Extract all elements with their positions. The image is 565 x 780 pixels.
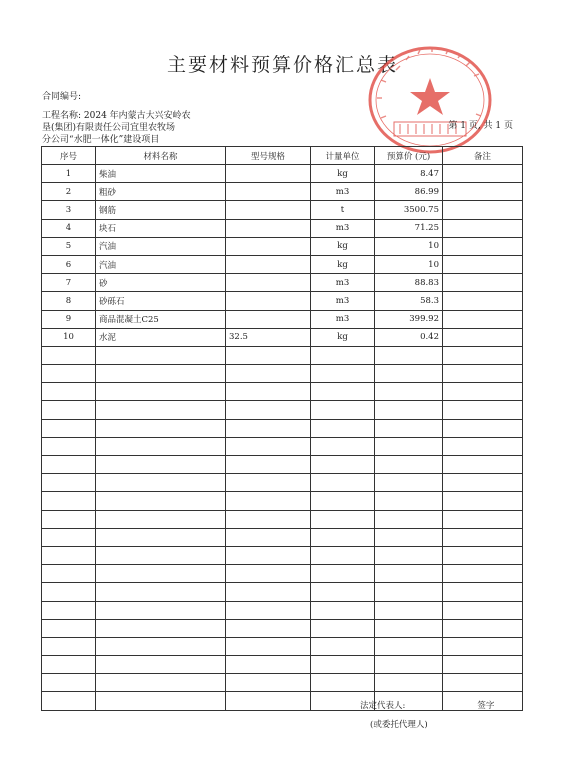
material-name-cell: 块石 <box>96 219 226 237</box>
legal-representative-line <box>360 699 494 711</box>
empty-cell <box>42 637 96 655</box>
empty-cell <box>226 346 311 364</box>
table-row-empty <box>42 346 523 364</box>
material-name-cell: 砂砾石 <box>96 292 226 310</box>
empty-cell <box>375 437 443 455</box>
empty-cell <box>96 674 226 692</box>
empty-cell <box>443 565 523 583</box>
material-name-cell: 汽油 <box>96 255 226 273</box>
spec-cell <box>226 165 311 183</box>
material-name-cell: 汽油 <box>96 237 226 255</box>
empty-cell <box>42 492 96 510</box>
budget-price-cell: 58.3 <box>375 292 443 310</box>
signature-line <box>407 710 475 711</box>
empty-cell <box>375 583 443 601</box>
table-row-empty <box>42 637 523 655</box>
empty-cell <box>375 474 443 492</box>
budget-price-cell: 8.47 <box>375 165 443 183</box>
note-cell <box>443 310 523 328</box>
material-name-cell: 水泥 <box>96 328 226 346</box>
empty-cell <box>443 546 523 564</box>
table-row-empty <box>42 601 523 619</box>
spec-cell: 32.5 <box>226 328 311 346</box>
empty-cell <box>311 474 375 492</box>
table-row-empty <box>42 437 523 455</box>
sign-label: 签字 <box>477 701 495 711</box>
empty-cell <box>375 346 443 364</box>
empty-cell <box>443 601 523 619</box>
empty-cell <box>226 474 311 492</box>
empty-cell <box>96 601 226 619</box>
empty-cell <box>311 401 375 419</box>
table-row-empty <box>42 419 523 437</box>
table-row-empty <box>42 583 523 601</box>
spec-cell <box>226 201 311 219</box>
empty-cell <box>311 510 375 528</box>
unit-cell: kg <box>311 165 375 183</box>
empty-cell <box>375 565 443 583</box>
empty-cell <box>96 619 226 637</box>
table-row-empty <box>42 656 523 674</box>
empty-cell <box>42 456 96 474</box>
budget-price-cell: 0.42 <box>375 328 443 346</box>
empty-cell <box>311 419 375 437</box>
empty-cell <box>96 528 226 546</box>
empty-cell <box>96 546 226 564</box>
empty-cell <box>443 419 523 437</box>
empty-cell <box>443 456 523 474</box>
empty-cell <box>375 510 443 528</box>
empty-cell <box>443 401 523 419</box>
empty-cell <box>96 365 226 383</box>
empty-cell <box>42 692 96 710</box>
empty-cell <box>226 601 311 619</box>
empty-cell <box>443 510 523 528</box>
spec-cell <box>226 274 311 292</box>
empty-cell <box>42 346 96 364</box>
empty-cell <box>96 437 226 455</box>
table-row-empty <box>42 474 523 492</box>
empty-cell <box>42 510 96 528</box>
unit-cell: m3 <box>311 292 375 310</box>
table-body <box>42 165 523 711</box>
empty-cell <box>42 583 96 601</box>
empty-cell <box>375 546 443 564</box>
empty-cell <box>311 346 375 364</box>
empty-cell <box>42 565 96 583</box>
table-row <box>42 292 523 310</box>
empty-cell <box>375 619 443 637</box>
empty-cell <box>375 401 443 419</box>
empty-cell <box>96 401 226 419</box>
table-row <box>42 219 523 237</box>
empty-cell <box>42 656 96 674</box>
legal-rep-label: 法定代表人: <box>360 701 406 711</box>
empty-cell <box>443 346 523 364</box>
note-cell <box>443 292 523 310</box>
table-row-empty <box>42 492 523 510</box>
table-row-empty <box>42 383 523 401</box>
row-no-cell: 8 <box>42 292 96 310</box>
empty-cell <box>311 456 375 474</box>
material-name-cell: 钢筋 <box>96 201 226 219</box>
empty-cell <box>96 456 226 474</box>
materials-price-table <box>41 146 523 711</box>
empty-cell <box>311 492 375 510</box>
unit-cell: kg <box>311 237 375 255</box>
empty-cell <box>226 546 311 564</box>
empty-cell <box>42 546 96 564</box>
table-row <box>42 255 523 273</box>
empty-cell <box>443 383 523 401</box>
col-header-spec: 型号规格 <box>226 147 311 165</box>
row-no-cell: 2 <box>42 183 96 201</box>
table-row-empty <box>42 510 523 528</box>
note-cell <box>443 183 523 201</box>
empty-cell <box>226 456 311 474</box>
spec-cell <box>226 292 311 310</box>
empty-cell <box>311 619 375 637</box>
contract-number-label: 合同编号: <box>42 92 82 102</box>
company-seal-stamp <box>366 44 494 156</box>
empty-cell <box>226 565 311 583</box>
spec-cell <box>226 255 311 273</box>
empty-cell <box>96 637 226 655</box>
table-row-empty <box>42 674 523 692</box>
empty-cell <box>42 365 96 383</box>
empty-cell <box>375 656 443 674</box>
table-row-empty <box>42 565 523 583</box>
material-name-cell: 粗砂 <box>96 183 226 201</box>
spec-cell <box>226 310 311 328</box>
empty-cell <box>311 565 375 583</box>
empty-cell <box>311 656 375 674</box>
entrusted-agent-label: (或委托代理人) <box>370 720 428 730</box>
empty-cell <box>443 474 523 492</box>
table-row-empty <box>42 401 523 419</box>
empty-cell <box>311 528 375 546</box>
empty-cell <box>42 674 96 692</box>
empty-cell <box>311 365 375 383</box>
table-row-empty <box>42 619 523 637</box>
seal-star-icon <box>410 78 450 115</box>
document-title: 主要材料预算价格汇总表 <box>166 54 398 76</box>
unit-cell: m3 <box>311 219 375 237</box>
col-header-note: 备注 <box>443 147 523 165</box>
empty-cell <box>375 528 443 546</box>
empty-cell <box>96 565 226 583</box>
empty-cell <box>226 401 311 419</box>
spec-cell <box>226 183 311 201</box>
spec-cell <box>226 237 311 255</box>
table-row-empty <box>42 546 523 564</box>
empty-cell <box>96 492 226 510</box>
table-row <box>42 274 523 292</box>
empty-cell <box>226 383 311 401</box>
unit-cell: kg <box>311 328 375 346</box>
empty-cell <box>96 419 226 437</box>
empty-cell <box>443 674 523 692</box>
page-info: 第 1 页, 共 1 页 <box>448 121 513 131</box>
empty-cell <box>443 656 523 674</box>
table-row-empty <box>42 365 523 383</box>
empty-cell <box>443 365 523 383</box>
empty-cell <box>96 474 226 492</box>
unit-cell: kg <box>311 255 375 273</box>
empty-cell <box>375 456 443 474</box>
empty-cell <box>443 637 523 655</box>
empty-cell <box>375 419 443 437</box>
empty-cell <box>375 674 443 692</box>
empty-cell <box>311 546 375 564</box>
empty-cell <box>311 583 375 601</box>
budget-price-cell: 86.99 <box>375 183 443 201</box>
note-cell <box>443 165 523 183</box>
empty-cell <box>311 637 375 655</box>
unit-cell: m3 <box>311 183 375 201</box>
material-name-cell: 砂 <box>96 274 226 292</box>
empty-cell <box>42 528 96 546</box>
empty-cell <box>42 619 96 637</box>
empty-cell <box>42 401 96 419</box>
empty-cell <box>311 383 375 401</box>
table-row-empty <box>42 456 523 474</box>
row-no-cell: 1 <box>42 165 96 183</box>
project-name <box>42 110 302 146</box>
empty-cell <box>226 365 311 383</box>
empty-cell <box>226 583 311 601</box>
table-row <box>42 237 523 255</box>
table-row <box>42 183 523 201</box>
table-row <box>42 201 523 219</box>
empty-cell <box>226 674 311 692</box>
empty-cell <box>42 419 96 437</box>
empty-cell <box>226 619 311 637</box>
empty-cell <box>311 674 375 692</box>
note-cell <box>443 201 523 219</box>
col-header-price: 预算价 (元) <box>375 147 443 165</box>
empty-cell <box>375 365 443 383</box>
empty-cell <box>375 492 443 510</box>
col-header-name: 材料名称 <box>96 147 226 165</box>
material-name-cell: 柴油 <box>96 165 226 183</box>
row-no-cell: 10 <box>42 328 96 346</box>
budget-price-cell: 10 <box>375 237 443 255</box>
empty-cell <box>226 692 311 710</box>
budget-price-cell: 399.92 <box>375 310 443 328</box>
empty-cell <box>375 601 443 619</box>
note-cell <box>443 219 523 237</box>
empty-cell <box>375 637 443 655</box>
col-header-unit: 计量单位 <box>311 147 375 165</box>
budget-price-cell: 88.83 <box>375 274 443 292</box>
table-row <box>42 165 523 183</box>
empty-cell <box>96 510 226 528</box>
project-name-line: 分公司“水肥一体化”建设项目 <box>42 135 160 145</box>
table-row-empty <box>42 528 523 546</box>
unit-cell: m3 <box>311 274 375 292</box>
unit-cell: t <box>311 201 375 219</box>
empty-cell <box>96 583 226 601</box>
empty-cell <box>226 656 311 674</box>
col-header-no: 序号 <box>42 147 96 165</box>
empty-cell <box>42 474 96 492</box>
empty-cell <box>96 656 226 674</box>
empty-cell <box>42 437 96 455</box>
empty-cell <box>226 637 311 655</box>
row-no-cell: 7 <box>42 274 96 292</box>
note-cell <box>443 328 523 346</box>
empty-cell <box>42 601 96 619</box>
empty-cell <box>375 383 443 401</box>
empty-cell <box>96 692 226 710</box>
empty-cell <box>226 528 311 546</box>
row-no-cell: 4 <box>42 219 96 237</box>
row-no-cell: 5 <box>42 237 96 255</box>
empty-cell <box>443 619 523 637</box>
material-name-cell: 商品混凝土C25 <box>96 310 226 328</box>
budget-price-cell: 71.25 <box>375 219 443 237</box>
row-no-cell: 6 <box>42 255 96 273</box>
table-row <box>42 328 523 346</box>
row-no-cell: 3 <box>42 201 96 219</box>
empty-cell <box>443 528 523 546</box>
unit-cell: m3 <box>311 310 375 328</box>
empty-cell <box>42 383 96 401</box>
budget-price-cell: 3500.75 <box>375 201 443 219</box>
spec-cell <box>226 219 311 237</box>
note-cell <box>443 274 523 292</box>
empty-cell <box>226 419 311 437</box>
note-cell <box>443 255 523 273</box>
project-name-line: 工程名称: 2024 年内蒙古大兴安岭农 <box>42 111 191 121</box>
empty-cell <box>443 583 523 601</box>
empty-cell <box>96 383 226 401</box>
budget-price-cell: 10 <box>375 255 443 273</box>
table-header-row <box>42 147 523 165</box>
row-no-cell: 9 <box>42 310 96 328</box>
empty-cell <box>443 437 523 455</box>
project-name-line: 垦(集团)有限责任公司宜里农牧场 <box>42 123 176 133</box>
table-row <box>42 310 523 328</box>
empty-cell <box>96 346 226 364</box>
empty-cell <box>226 492 311 510</box>
empty-cell <box>226 437 311 455</box>
empty-cell <box>443 492 523 510</box>
note-cell <box>443 237 523 255</box>
empty-cell <box>226 510 311 528</box>
empty-cell <box>311 601 375 619</box>
empty-cell <box>311 437 375 455</box>
